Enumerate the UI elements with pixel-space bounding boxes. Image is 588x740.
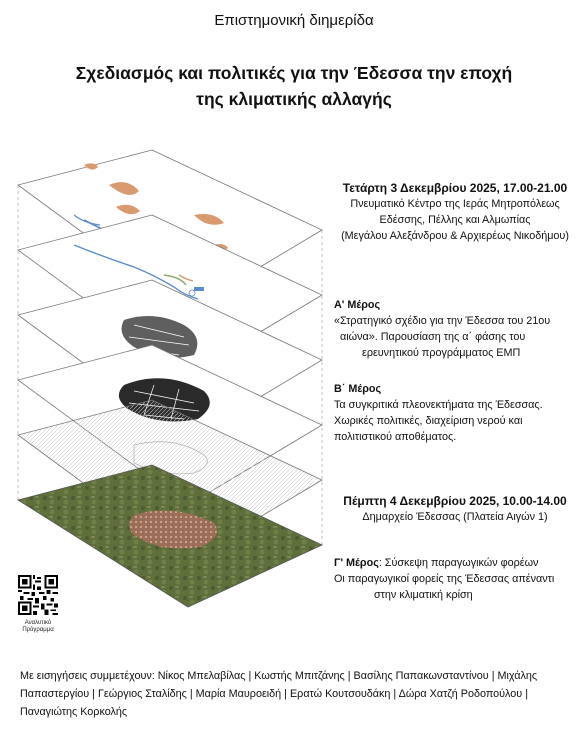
- part-a: [334, 297, 584, 361]
- part-b-line-2: Χωρικές πολιτικές, διαχείριση νερού και: [334, 415, 523, 427]
- speakers-line-2: Παπαστεργίου | Γεώργιος Σταλίδης | Μαρία Μαυροειδή | Ερατώ Κουτσουδάκη | Δώρα Χατζή Ροδοπούλου |: [20, 688, 529, 700]
- part-c-line-3: στην κλιματική κρίση: [374, 589, 473, 601]
- part-a-line-2: αιώνα». Παρουσίαση της α΄ φάσης του: [340, 331, 526, 343]
- event-title: [0, 60, 588, 112]
- qr-code[interactable]: [18, 575, 58, 615]
- part-c-heading: Γ' Μέρος: [334, 557, 379, 569]
- map-layers-illustration: [14, 145, 326, 610]
- part-b-heading: Β΄ Μέρος: [334, 383, 382, 395]
- session-1-venue-line-3: (Μεγάλου Αλεξάνδρου & Αρχιερέως Νικοδήμου): [341, 230, 569, 242]
- session-1-date: Τετάρτη 3 Δεκεμβρίου 2025, 17.00-21.00: [342, 181, 568, 195]
- part-a-line-1: «Στρατηγικό σχέδιο για την Έδεσσα του 21ου: [334, 315, 551, 327]
- qr-label-line-2: Πρόγραμμα: [22, 627, 54, 633]
- speakers-line-1: Με εισηγήσεις συμμετέχουν: Νίκος Μπελαβίλας | Κωστής Μπιτζάνης | Βασίλης Παπακωνσταντίνου | Μιχάλης: [20, 670, 538, 682]
- title-line-2: της κλιματικής αλλαγής: [196, 89, 392, 109]
- part-c: [334, 555, 584, 603]
- part-c-line-2: Οι παραγωγικοί φορείς της Έδεσσας απέναντι: [334, 573, 555, 585]
- session-2-venue: Δημαρχείο Έδεσσας (Πλατεία Αιγών 1): [362, 511, 548, 523]
- speakers-list: [20, 667, 575, 721]
- part-c-heading-line: [334, 555, 584, 571]
- part-b-line-3: πολιτιστικού αποθέματος.: [334, 431, 457, 443]
- title-line-1: Σχεδιασμός και πολιτικές για την Έδεσσα την εποχή: [75, 63, 513, 83]
- part-b: [334, 381, 584, 445]
- part-c-heading-rest: : Σύσκεψη παραγωγικών φορέων: [378, 557, 539, 569]
- qr-label-line-1: Αναλυτικό: [24, 620, 52, 626]
- session-2-date: Πέμπτη 4 Δεκεμβρίου 2025, 10.00-14.00: [343, 494, 567, 508]
- session-1-venue-line-1: Πνευματικό Κέντρο της Ιεράς Μητροπόλεως: [350, 198, 560, 210]
- session-1: [330, 180, 580, 244]
- session-1-venue-line-2: Εδέσσης, Πέλλης και Αλμωπίας: [379, 214, 531, 226]
- session-2: [330, 493, 580, 525]
- part-a-line-3: ερευνητικού προγράμματος ΕΜΠ: [362, 347, 521, 359]
- part-a-heading: Α' Μέρος: [334, 299, 381, 311]
- event-type: Επιστημονική διημερίδα: [214, 12, 374, 29]
- speakers-line-3: Παναγιώτης Κορκολής: [20, 706, 128, 718]
- part-b-line-1: Τα συγκριτικά πλεονεκτήματα της Έδεσσας.: [334, 399, 543, 411]
- qr-label: [8, 620, 68, 634]
